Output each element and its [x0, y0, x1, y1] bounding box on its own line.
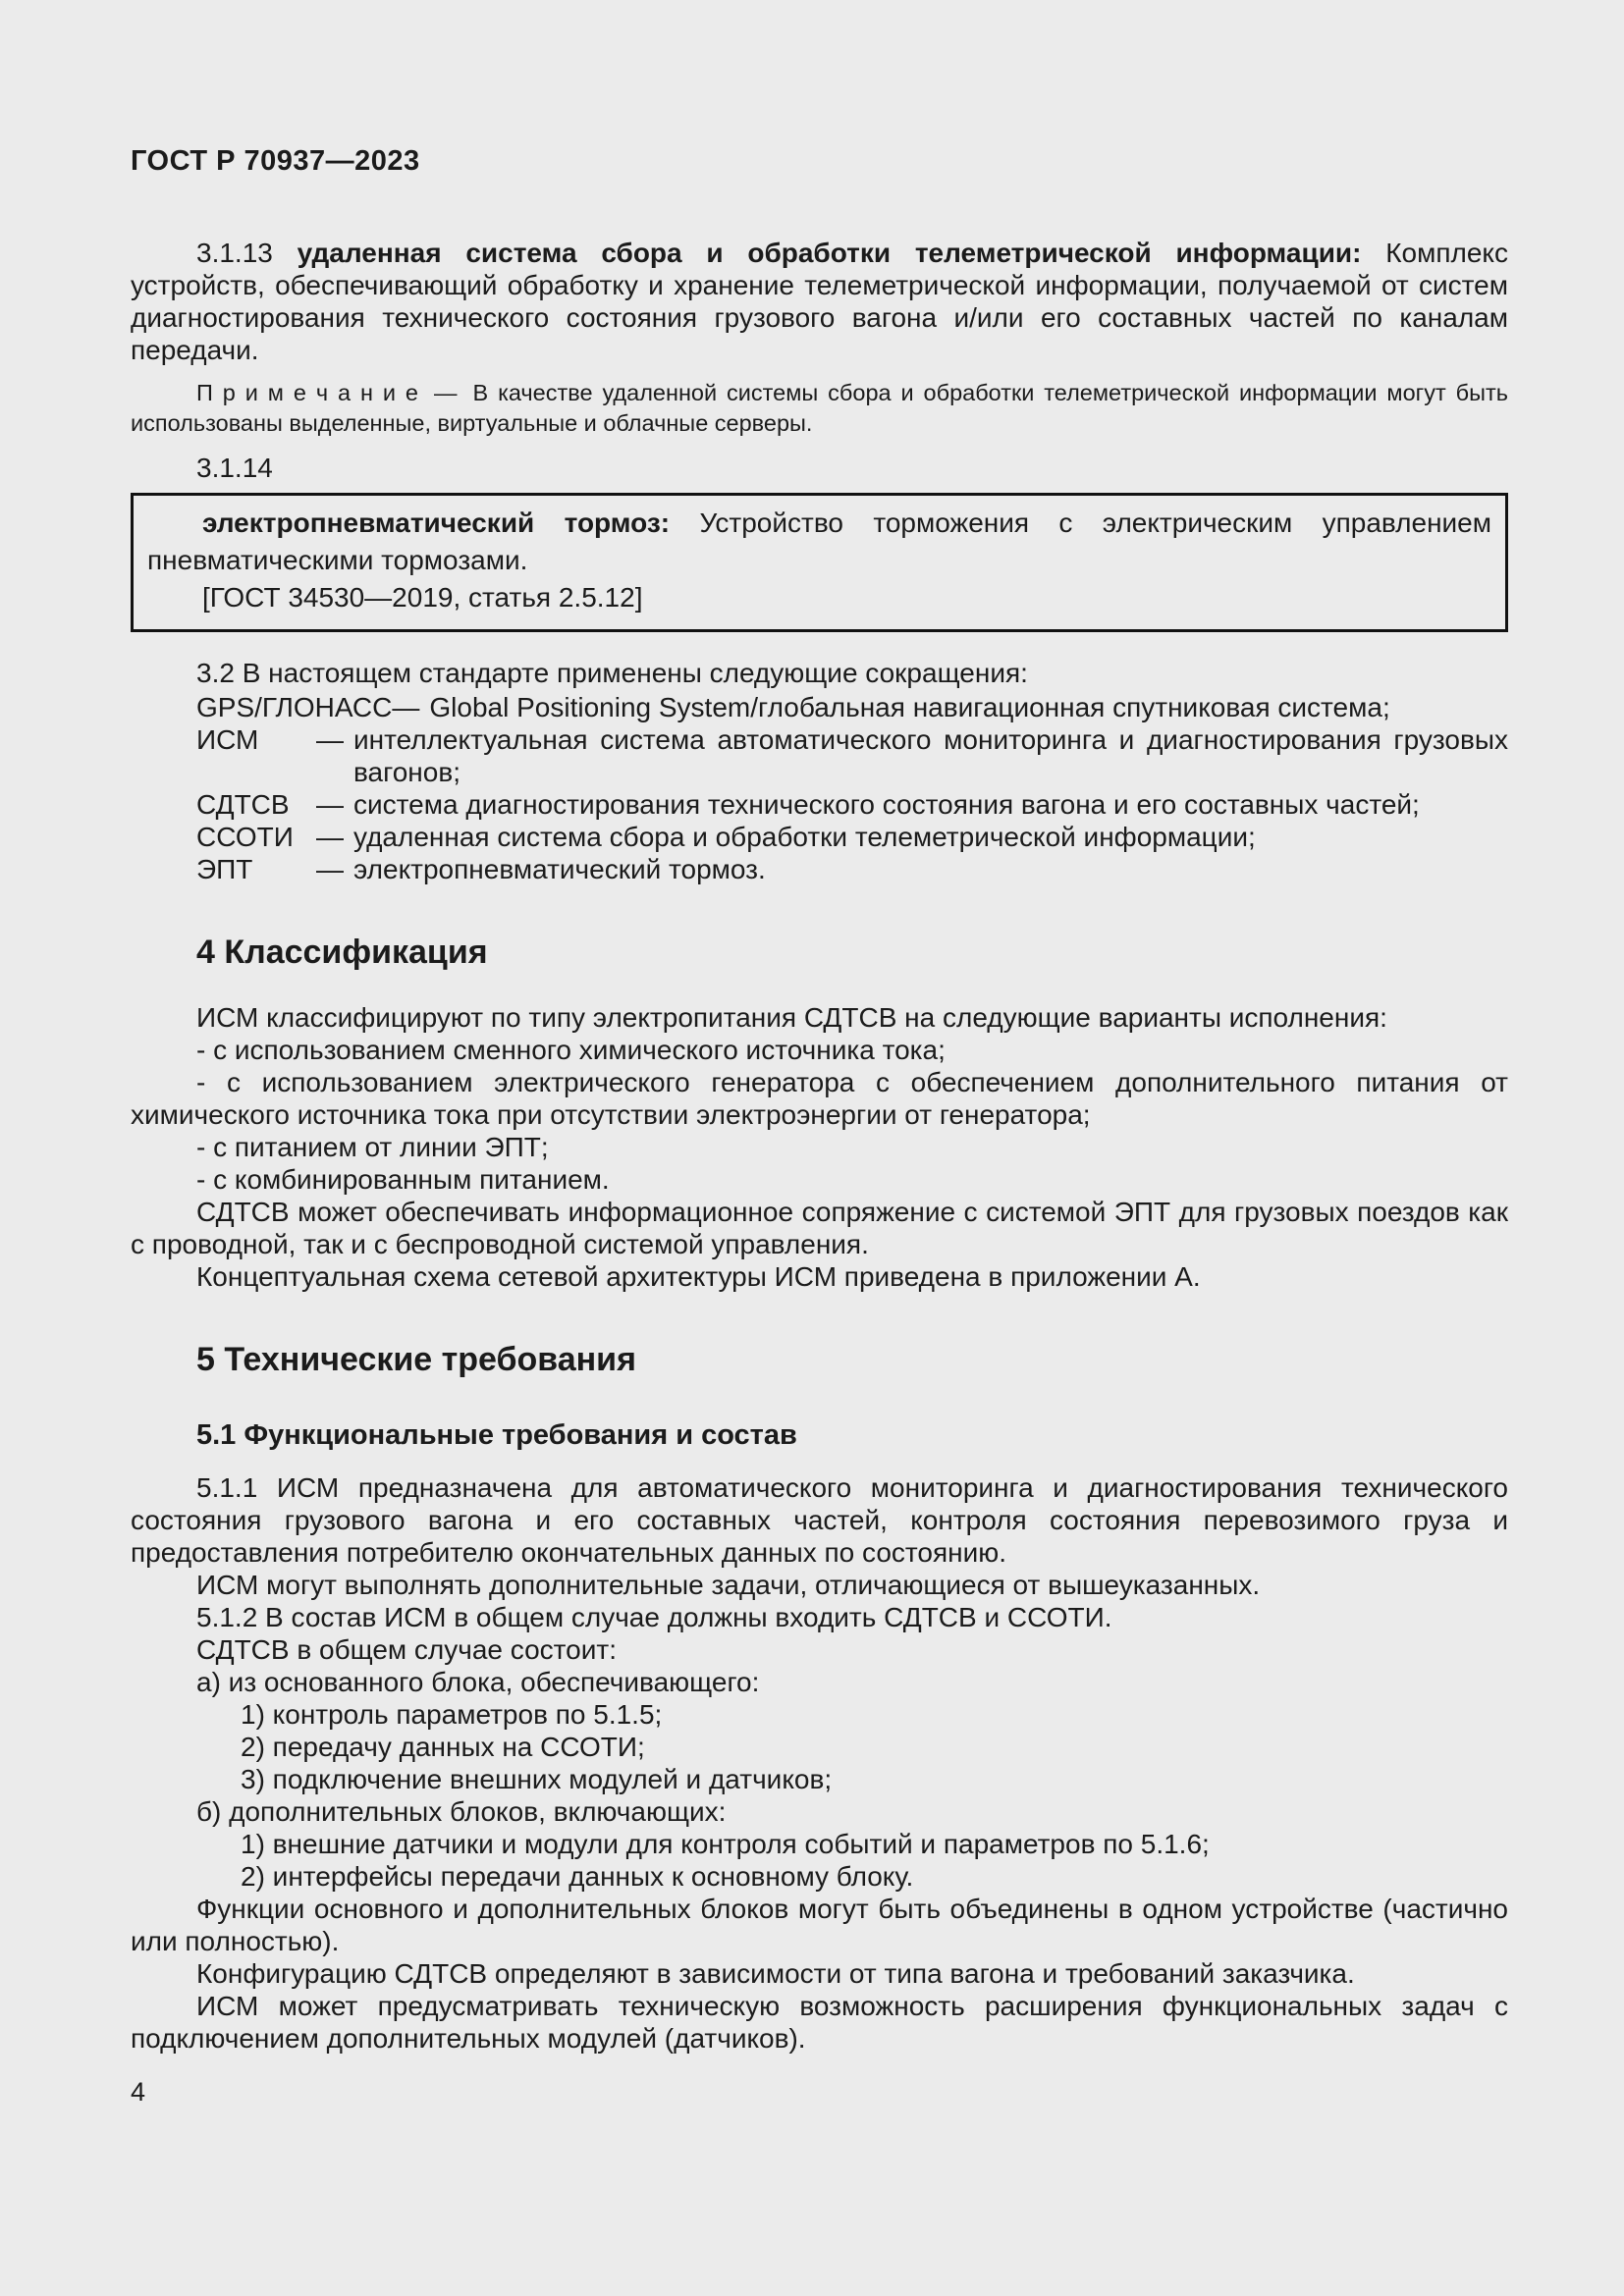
note-paragraph	[131, 378, 1508, 439]
abbreviation-term: GPS/ГЛОНАСС	[196, 692, 393, 722]
boxed-term-paragraph	[147, 505, 1491, 579]
sub-list-item: 2) интерфейсы передачи данных к основному блоку.	[241, 1861, 914, 1892]
paragraph: СДТСВ в общем случае состоит:	[196, 1634, 617, 1665]
paragraph: ИСМ может предусматривать техническую возможность расширения функциональных задач с подключением дополнительных модулей (датчиков).	[131, 1991, 1508, 2054]
abbreviation-term: ССОТИ	[196, 822, 294, 852]
boxed-term-definition	[131, 493, 1508, 632]
abbreviation-row	[196, 853, 1508, 885]
list-item: - с комбинированным питанием.	[196, 1164, 610, 1195]
note-label: П р и м е ч а н и е	[196, 380, 418, 405]
sub-list-item: 2) передачу данных на ССОТИ;	[241, 1732, 645, 1762]
abbreviation-dash: —	[316, 822, 344, 852]
abbreviation-row	[196, 691, 1508, 723]
abbreviation-row	[196, 788, 1508, 821]
abbreviation-dash: —	[316, 854, 344, 884]
list-item: - с питанием от линии ЭПТ;	[196, 1132, 549, 1162]
paragraph: 5.1.2 В состав ИСМ в общем случае должны входить СДТСВ и ССОТИ.	[196, 1602, 1112, 1632]
paragraph: Концептуальная схема сетевой архитектуры ИСМ приведена в приложении А.	[196, 1261, 1201, 1292]
note-dash: —	[433, 380, 458, 405]
clause-3-1-14: 3.1.14	[196, 453, 273, 483]
paragraph: ИСМ классифицируют по типу электропитания СДТСВ на следующие варианты исполнения:	[196, 1002, 1387, 1033]
sub-list-item: 1) контроль параметров по 5.1.5;	[241, 1699, 663, 1730]
abbreviation-dash: —	[316, 724, 344, 755]
abbreviation-definition: система диагностирования технического состояния вагона и его составных частей;	[353, 789, 1420, 820]
abbreviation-dash: —	[316, 789, 344, 820]
abbreviation-row	[196, 821, 1508, 853]
page-content	[131, 237, 1508, 2109]
abbreviation-definition: удаленная система сбора и обработки телеметрической информации;	[353, 822, 1256, 852]
paragraph: Конфигурацию СДТСВ определяют в зависимости от типа вагона и требований заказчика.	[196, 1958, 1355, 1989]
list-item: - с использованием сменного химического источника тока;	[196, 1035, 946, 1065]
paragraph: 5.1.1 ИСМ предназначена для автоматического мониторинга и диагностирования технического состояния грузового вагона и его составных частей, контроля состояния перевозимого груза и предоставления потребителю окончательных данных по состоянию.	[131, 1472, 1508, 1568]
abbreviation-definition: Global Positioning System/глобальная навигационная спутниковая система;	[429, 692, 1390, 722]
paragraph: ИСМ могут выполнять дополнительные задачи, отличающиеся от вышеуказанных.	[196, 1570, 1261, 1600]
clause-number: 3.1.13	[196, 238, 273, 268]
boxed-defined-term: электропневматический тормоз:	[202, 507, 671, 538]
paragraph: Функции основного и дополнительных блоков могут быть объединены в одном устройстве (частично или полностью).	[131, 1894, 1508, 1956]
term-definition-text: Комплекс устройств, обеспечивающий обработку и хранение телеметрической информации, получаемой от систем диагностирования технического состояния грузового вагона и/или его составных частей по каналам передачи.	[131, 238, 1508, 365]
abbreviation-term: ЭПТ	[196, 854, 253, 884]
list-item: б) дополнительных блоков, включающих:	[196, 1796, 727, 1827]
abbreviations-list	[196, 691, 1508, 885]
abbreviation-definition: электропневматический тормоз.	[353, 854, 766, 884]
document-header: ГОСТ Р 70937—2023	[131, 145, 420, 177]
section-5-1-subheading: 5.1 Функциональные требования и состав	[196, 1419, 797, 1451]
abbreviation-dash: —	[392, 692, 420, 722]
defined-term: удаленная система сбора и обработки телеметрической информации:	[297, 238, 1362, 268]
note-text: В качестве удаленной системы сбора и обработки телеметрической информации могут быть использованы выделенные, виртуальные и облачные серверы.	[131, 380, 1508, 436]
section-4-heading: 4 Классификация	[196, 934, 488, 971]
boxed-term-text: Устройство торможения с электрическим управлением пневматическими тормозами.	[147, 507, 1492, 575]
sub-list-item: 3) подключение внешних модулей и датчиков;	[241, 1764, 833, 1794]
abbreviation-row	[196, 723, 1508, 788]
clause-3-1-13	[131, 237, 1508, 366]
abbreviations-intro: 3.2 В настоящем стандарте применены следующие сокращения:	[196, 658, 1028, 688]
sub-list-item: 1) внешние датчики и модули для контроля событий и параметров по 5.1.6;	[241, 1829, 1210, 1859]
section-5-heading: 5 Технические требования	[196, 1341, 636, 1378]
list-item: а) из основанного блока, обеспечивающего:	[196, 1667, 760, 1697]
paragraph: СДТСВ может обеспечивать информационное сопряжение с системой ЭПТ для грузовых поездов как с проводной, так и с беспроводной системой управления.	[131, 1197, 1508, 1259]
boxed-term-source: [ГОСТ 34530—2019, статья 2.5.12]	[202, 582, 643, 613]
page-number: 4	[131, 2077, 146, 2107]
list-item: - с использованием электрического генератора с обеспечением дополнительного питания от химического источника тока при отсутствии электроэнергии от генератора;	[131, 1067, 1508, 1130]
abbreviation-term: ИСМ	[196, 724, 259, 755]
abbreviation-term: СДТСВ	[196, 789, 290, 820]
abbreviation-definition: интеллектуальная система автоматического мониторинга и диагностирования грузовых вагонов;	[353, 724, 1508, 787]
